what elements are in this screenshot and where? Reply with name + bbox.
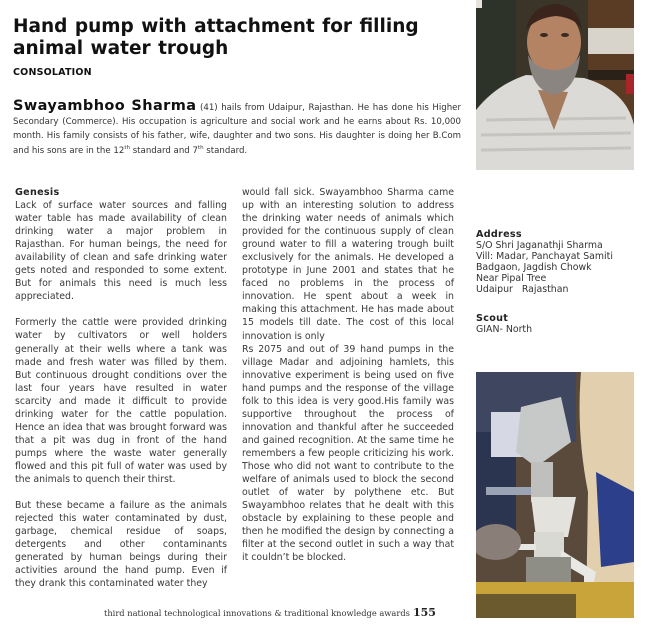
intro-text: standard and 7 [129,145,198,156]
genesis-paragraph: would fall sick. Swayambhoo Sharma came up with an interesting solution to address the drinking water needs of animals which provided for the continuous supply of clean ground water to fill a watering trough built exclusively for the animals. He developed a prototype in June 2001 and states that he faced no problems in the process of innovation. He spent about a week in making this attachment. He has made about 15 models till date. The cost of this local innovation is only [242,187,454,342]
intro-text: (41) hails from Udaipur, Rajasthan. He has done his Higher Secondary (Commerce). His occupation is agriculture and social work and he earns about Rs. 10,000 month. His family consists of his father, wife, daughter and two sons. His daughter is doing her B.Com and his sons are in the 12 [13,103,462,156]
genesis-paragraph: But these became a failure as the animals rejected this water contaminated by dust, garbage, chemical residue of soaps, detergents and other contaminants generated by human beings during their activities around the hand pump. Even if they drank this contaminated water they [15,500,227,590]
intro-paragraph [13,99,461,158]
superscript: th [197,144,204,151]
address-line: Vill: Madar, Panchayat Samiti [476,251,613,263]
scout-value: GIAN- North [476,324,533,336]
address-heading: Address [476,229,522,240]
scout-block [476,313,651,335]
innovator-name: Swayambhoo Sharma [13,98,197,114]
hand-pump-image [476,372,634,618]
genesis-paragraph: Lack of surface water sources and falling water table has made availability of clean drinking water a major problem in Rajasthan. For human beings, the need for availability of clean and safe drinking water gets noted and responded to some extent. But for animals this need is much less appreciated. [15,200,227,303]
address-line: Badgaon, Jagdish Chowk [476,262,592,274]
genesis-paragraph: Formerly the cattle were provided drinking water by cultivators or well holders generally at their wells where a tank was made and fresh water was filled by them. But continuous drought conditions over the last four years have resulted in water scarcity and made it difficult to provide drinking water for the cattle population. Hence an idea that was brought forward was that a pit was dug in front of the hand pumps where the waste water generally flowed and this pit full of water was used by the animals to quench their thirst. [15,317,227,485]
portrait-photo [476,0,634,170]
genesis-heading: Genesis [15,187,60,198]
genesis-column-1 [15,186,227,590]
intro-text: standard. [203,145,248,156]
scout-heading: Scout [476,313,509,324]
address-line: Near Pipal Tree [476,273,547,285]
address-line: S/O Shri Jaganathji Sharma [476,240,603,252]
genesis-paragraph: Rs 2075 and out of 39 hand pumps in the village Madar and adjoining hamlets, this innovative experiment is being used on five hand pumps and the response of the village folk to this idea is very good.His family was supportive throughout the process of innovation and thankful after he succeeded and gained recognition. At the same time he remembers a few people criticizing his work. Those who did not want to contribute to the welfare of animals used to block the second outlet of water by polythene etc. But Swayambhoo relates that he dealt with this obstacle by explaining to these people and then he modified the design by connecting a filter at the second outlet in such a way that it couldn’t be blocked. [242,343,454,564]
address-line: Udaipur Rajasthan [476,284,569,296]
page-number: 155 [413,606,436,619]
article-title: Hand pump with attachment for filling animal water trough [13,16,419,59]
award-category: CONSOLATION [13,67,92,78]
superscript: th [124,144,130,151]
genesis-column-2 [242,186,454,564]
hand-pump-photo [476,372,634,618]
portrait-image [476,0,634,170]
footer-text: third national technological innovations & traditional knowledge awards [104,608,410,618]
address-block [476,229,651,296]
